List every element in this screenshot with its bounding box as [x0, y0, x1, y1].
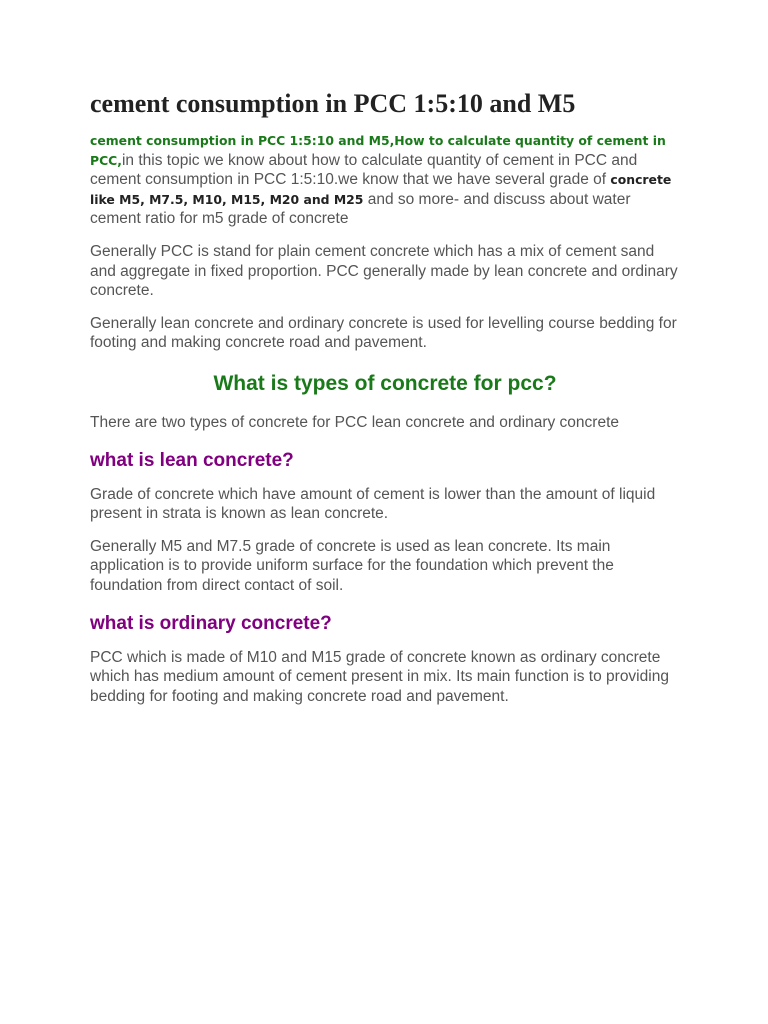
intro-green-lead: cement consumption in PCC 1:5:10 and M5,How to calculate quantity of cement in PCC, — [90, 133, 666, 168]
pcc-use-paragraph: Generally lean concrete and ordinary concrete is used for levelling course bedding for footing and making concrete road and pavement. — [90, 314, 677, 352]
types-paragraph: There are two types of concrete for PCC lean concrete and ordinary concrete — [90, 413, 619, 431]
pcc-definition-paragraph: Generally PCC is stand for plain cement concrete which has a mix of cement sand and aggregate in fixed proportion. PCC generally made by lean concrete and ordinary concrete. — [90, 242, 678, 300]
lean-use-paragraph: Generally M5 and M7.5 grade of concrete is used as lean concrete. Its main application is to provide uniform surface for the foundation which prevent the foundation from direct contact of soil. — [90, 537, 614, 594]
spacer — [90, 229, 680, 242]
intro-text-2: and so more- and discuss about water cement ratio for m5 grade of concrete — [90, 190, 631, 228]
lean-definition-paragraph: Grade of concrete which have amount of cement is lower than the amount of liquid present in strata is known as lean concrete. — [90, 485, 656, 523]
lean-concrete-heading: what is lean concrete? — [90, 449, 294, 471]
intro-text-1: in this topic we know about how to calculate quantity of cement in PCC and cement consumption in PCC 1:5:10.we know that we have several grade of — [90, 151, 638, 189]
intro-bold-grades: concrete like M5, M7.5, M10, M15, M20 and M25 — [90, 172, 672, 207]
spacer — [90, 301, 680, 314]
page-title: cement consumption in PCC 1:5:10 and M5 — [90, 89, 576, 118]
ordinary-concrete-heading: what is ordinary concrete? — [90, 612, 332, 634]
intro-paragraph — [90, 131, 680, 229]
types-heading: What is types of concrete for pcc? — [213, 371, 557, 395]
spacer — [90, 524, 680, 537]
document-page — [90, 88, 680, 706]
ordinary-definition-paragraph: PCC which is made of M10 and M15 grade of concrete known as ordinary concrete which has medium amount of cement present in mix. Its main function is to providing bedding for footing and making concrete road and pavement. — [90, 648, 669, 705]
